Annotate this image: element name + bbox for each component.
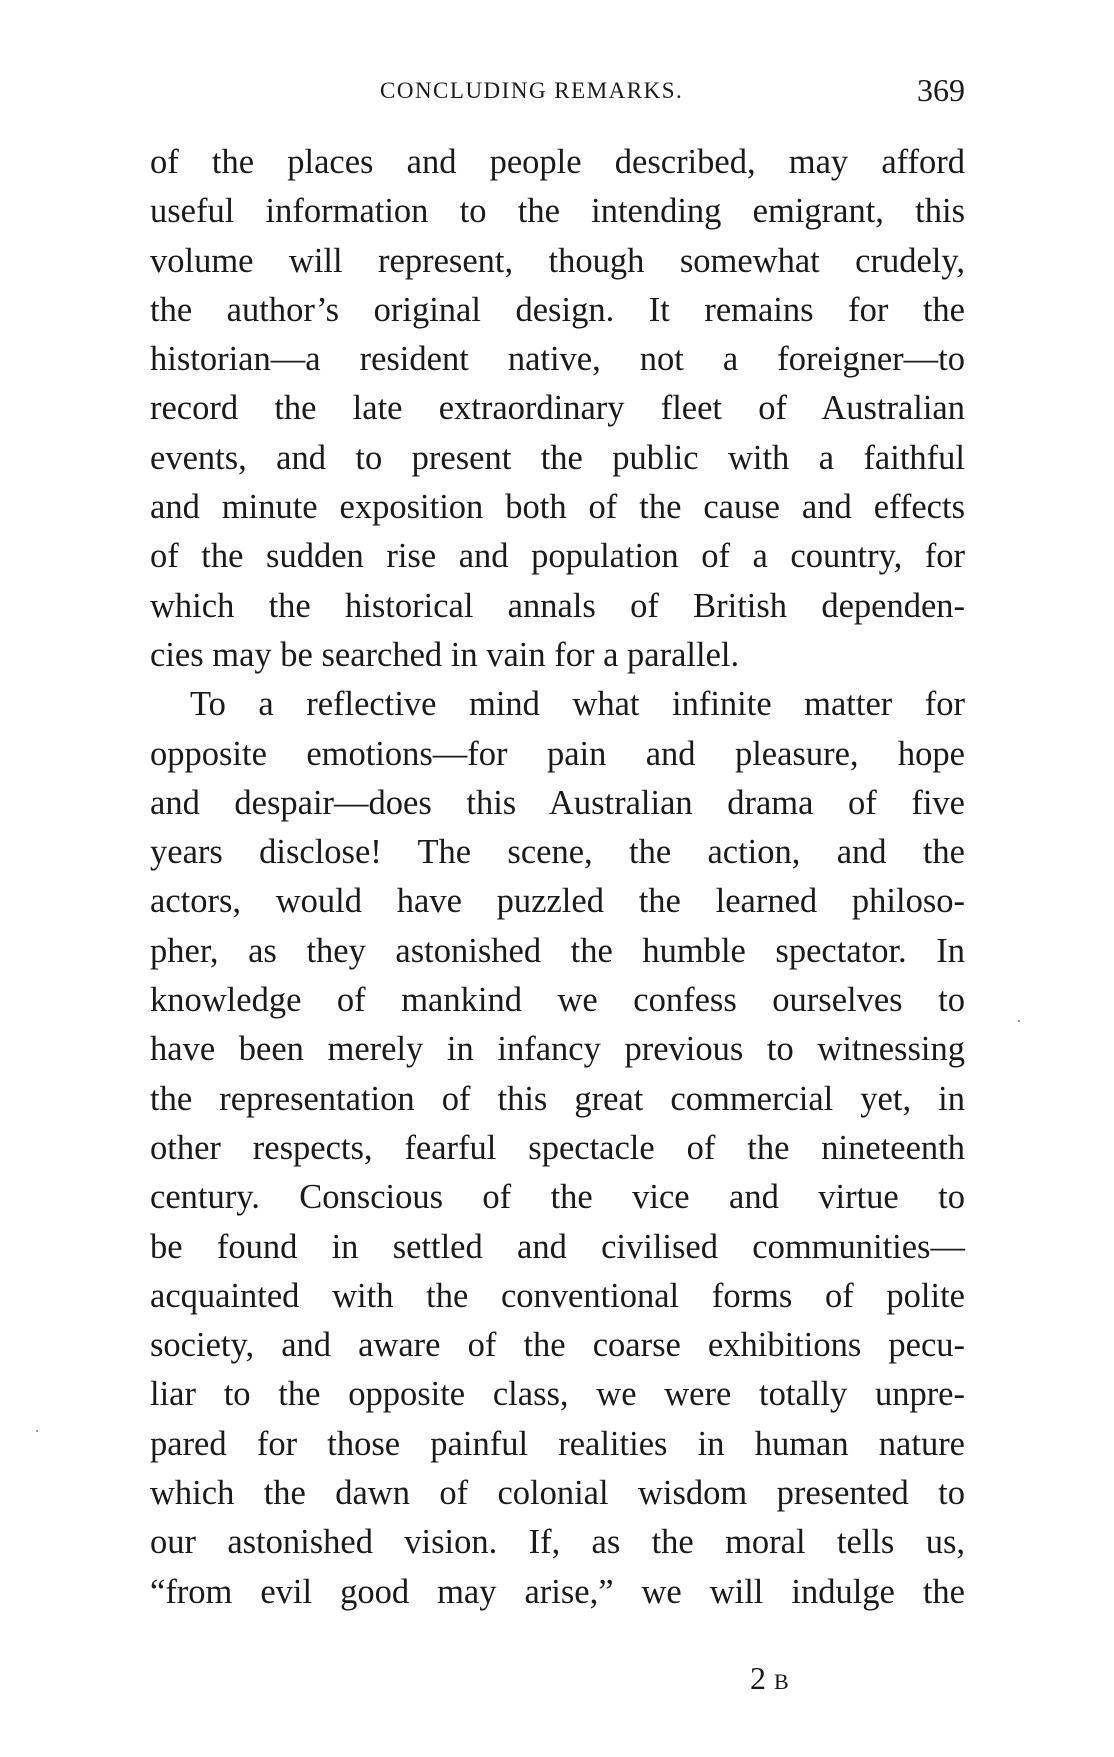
text-line: the author’s original design. It remains for the — [150, 290, 965, 329]
signature-letter: B — [774, 1669, 790, 1694]
text-line: and despair—does this Australian drama of five — [150, 783, 965, 822]
text-line: historian—a resident native, not a foreigner—to — [150, 340, 965, 379]
text-line: which the dawn of colonial wisdom presented to — [150, 1474, 965, 1513]
text-line: of the sudden rise and population of a country, for — [150, 537, 965, 576]
text-line: record the late extraordinary fleet of Australian — [150, 389, 965, 428]
text-line: “from evil good may arise,” we will indulge the — [150, 1572, 965, 1611]
text-line: acquainted with the conventional forms of polite — [150, 1276, 965, 1315]
text-line: volume will represent, though somewhat crudely, — [150, 241, 965, 280]
running-title: CONCLUDING REMARKS. — [380, 78, 684, 103]
text-line: pared for those painful realities in human nature — [150, 1424, 965, 1463]
print-speck — [36, 1430, 38, 1432]
text-line: pher, as they astonished the humble spectator. In — [150, 931, 965, 970]
text-line: society, and aware of the coarse exhibitions pecu- — [150, 1326, 965, 1365]
running-head — [150, 72, 965, 112]
text-line: and minute exposition both of the cause and effects — [150, 488, 965, 527]
text-line: years disclose! The scene, the action, and the — [150, 833, 965, 872]
text-line: the representation of this great commercial yet, in — [150, 1079, 965, 1118]
signature-mark — [750, 1660, 790, 1697]
text-line: century. Conscious of the vice and virtue to — [150, 1178, 965, 1217]
text-line: be found in settled and civilised communities— — [150, 1227, 965, 1266]
text-line-paragraph-start: To a reflective mind what infinite matter for — [190, 685, 965, 724]
text-line: knowledge of mankind we confess ourselves to — [150, 981, 965, 1020]
text-line: of the places and people described, may afford — [150, 143, 965, 181]
page-number: 369 — [917, 72, 965, 108]
body-text — [150, 138, 965, 1617]
text-line: other respects, fearful spectacle of the nineteenth — [150, 1128, 965, 1167]
text-line: liar to the opposite class, we were totally unpre- — [150, 1375, 965, 1414]
text-line: have been merely in infancy previous to witnessing — [150, 1030, 965, 1069]
text-line: actors, would have puzzled the learned philoso- — [150, 882, 965, 921]
text-line: which the historical annals of British dependen- — [150, 586, 965, 625]
text-line: useful information to the intending emigrant, this — [150, 192, 965, 231]
signature-number: 2 — [750, 1660, 766, 1696]
print-speck — [1018, 1020, 1020, 1022]
text-line-paragraph-end: cies may be searched in vain for a parallel. — [150, 635, 740, 674]
text-line: opposite emotions—for pain and pleasure, hope — [150, 734, 965, 773]
text-line: events, and to present the public with a faithful — [150, 438, 965, 477]
text-line: our astonished vision. If, as the moral tells us, — [150, 1523, 965, 1562]
